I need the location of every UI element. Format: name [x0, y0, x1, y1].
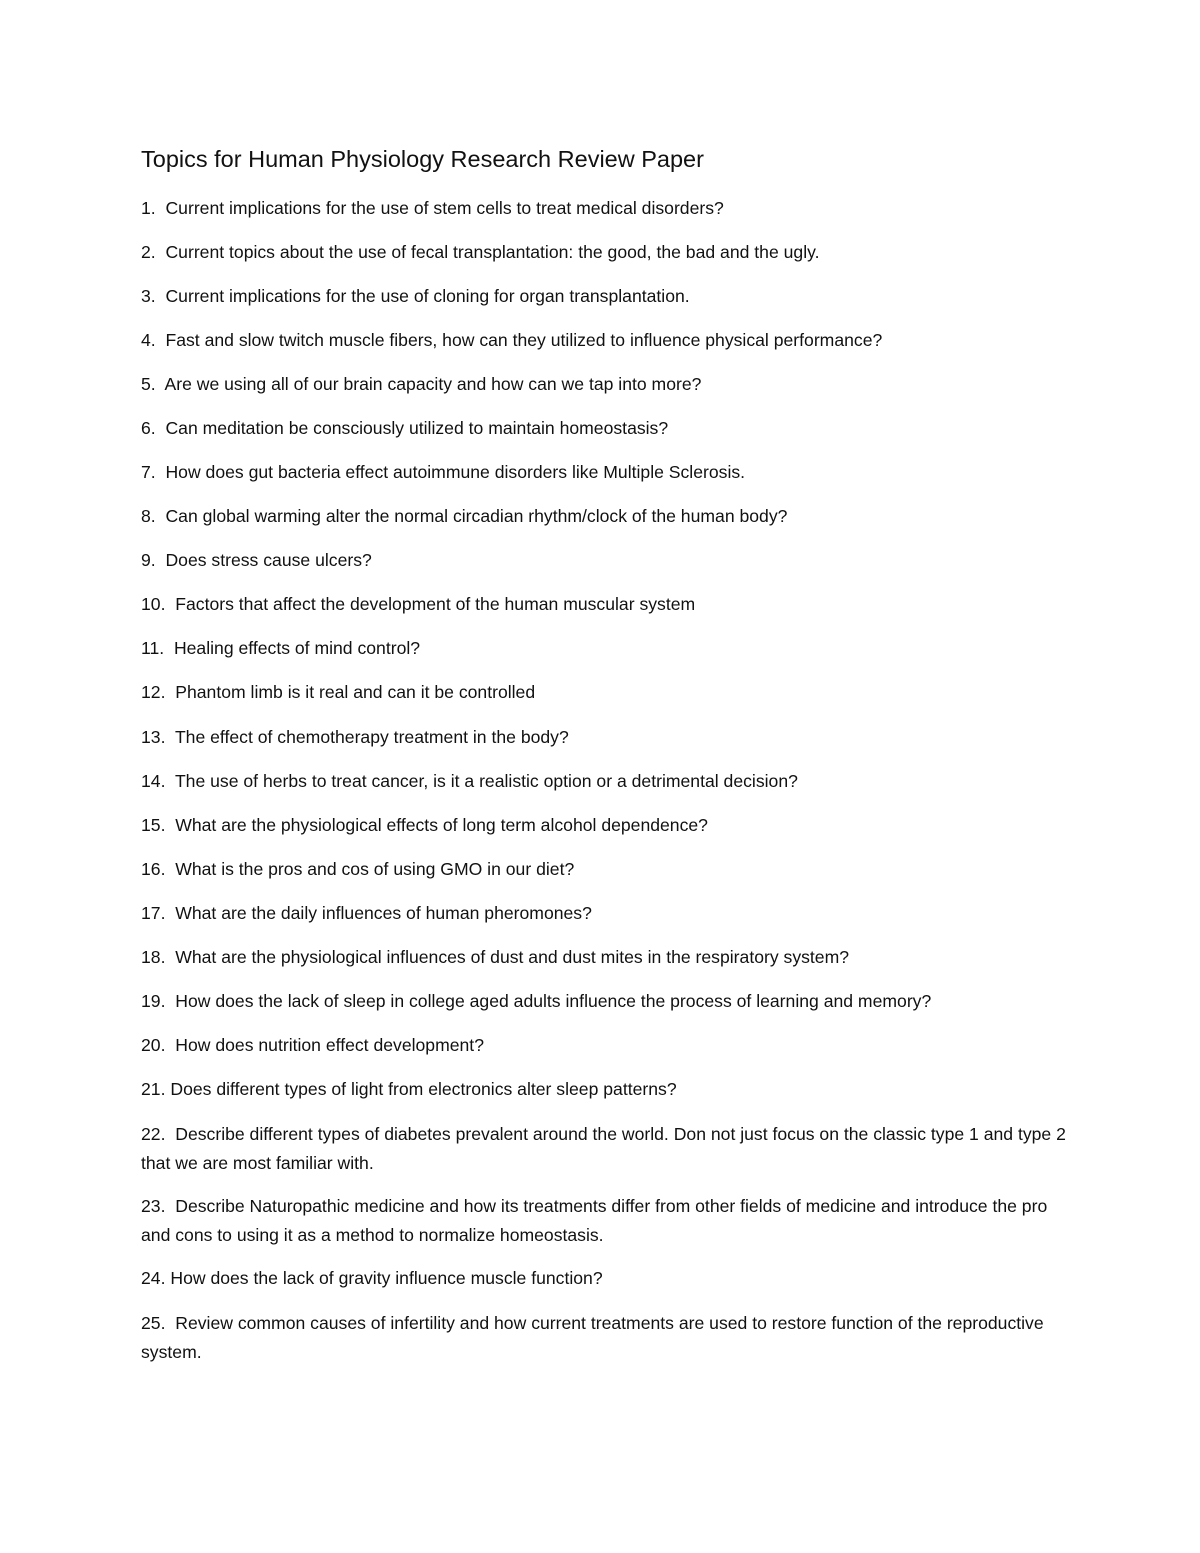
topic-number: 21. [141, 1079, 166, 1099]
topic-text: How does the lack of sleep in college aged adults influence the process of learning and memory? [175, 991, 932, 1011]
topic-text: What are the physiological effects of long term alcohol dependence? [175, 815, 708, 835]
topic-number: 3. [141, 286, 156, 306]
topic-number: 23. [141, 1196, 166, 1216]
topic-item [141, 943, 1076, 972]
topic-text: What are the physiological influences of dust and dust mites in the respiratory system? [175, 947, 850, 967]
topic-text: Review common causes of infertility and how current treatments are used to restore function of the reproductive system. [141, 1313, 1044, 1362]
topic-item [141, 723, 1076, 752]
topic-item [141, 1120, 1076, 1178]
topic-item [141, 811, 1076, 840]
topic-item [141, 282, 1076, 311]
topic-number: 19. [141, 991, 166, 1011]
topic-item [141, 194, 1076, 223]
topic-text: Describe different types of diabetes prevalent around the world. Don not just focus on the classic type 1 and type 2 that we are most familiar with. [141, 1124, 1066, 1173]
topic-item [141, 414, 1076, 443]
topic-text: How does the lack of gravity influence muscle function? [170, 1268, 603, 1288]
topic-text: The effect of chemotherapy treatment in the body? [174, 727, 569, 747]
topic-number: 17. [141, 903, 166, 923]
topic-item [141, 326, 1076, 355]
topic-number: 4. [141, 330, 156, 350]
topic-item [141, 1075, 1076, 1104]
topic-item [141, 1192, 1076, 1250]
topic-text: The use of herbs to treat cancer, is it a realistic option or a detrimental decision? [174, 771, 798, 791]
topic-number: 6. [141, 418, 156, 438]
topic-number: 7. [141, 462, 156, 482]
topic-number: 1. [141, 198, 156, 218]
topic-number: 15. [141, 815, 166, 835]
topic-number: 11. [141, 638, 165, 658]
topic-number: 20. [141, 1035, 166, 1055]
topic-text: Phantom limb is it real and can it be controlled [175, 682, 536, 702]
topic-number: 24. [141, 1268, 166, 1288]
topic-number: 5. [141, 374, 156, 394]
topic-number: 8. [141, 506, 156, 526]
topic-number: 14. [141, 771, 166, 791]
topic-number: 12. [141, 682, 166, 702]
topic-item [141, 987, 1076, 1016]
topic-item [141, 899, 1076, 928]
topic-text: Can global warming alter the normal circadian rhythm/clock of the human body? [165, 506, 788, 526]
topic-text: Current topics about the use of fecal transplantation: the good, the bad and the ugly. [165, 242, 820, 262]
topic-item [141, 634, 1076, 663]
topic-text: Does different types of light from electronics alter sleep patterns? [170, 1079, 677, 1099]
topic-item [141, 502, 1076, 531]
topic-text: What is the pros and cos of using GMO in our diet? [175, 859, 575, 879]
topic-number: 22. [141, 1124, 166, 1144]
topic-text: Healing effects of mind control? [173, 638, 421, 658]
topic-item [141, 590, 1076, 619]
topic-item [141, 546, 1076, 575]
topic-item [141, 370, 1076, 399]
topic-item [141, 1309, 1076, 1367]
topic-number: 16. [141, 859, 166, 879]
topic-text: Describe Naturopathic medicine and how its treatments differ from other fields of medicine and introduce the pro and cons to using it as a method to normalize homeostasis. [141, 1196, 1048, 1245]
topic-item [141, 678, 1076, 707]
topic-item [141, 1264, 1076, 1293]
page-title: Topics for Human Physiology Research Review Paper [141, 146, 704, 172]
topic-text: Can meditation be consciously utilized to maintain homeostasis? [165, 418, 669, 438]
topic-item [141, 855, 1076, 884]
topic-number: 2. [141, 242, 156, 262]
topic-text: What are the daily influences of human pheromones? [175, 903, 592, 923]
topic-item [141, 238, 1076, 267]
topic-item [141, 767, 1076, 796]
topic-number: 9. [141, 550, 156, 570]
topic-text: Are we using all of our brain capacity and how can we tap into more? [164, 374, 702, 394]
topic-text: Does stress cause ulcers? [165, 550, 372, 570]
topic-number: 10. [141, 594, 166, 614]
topic-item [141, 458, 1076, 487]
topic-text: How does nutrition effect development? [175, 1035, 484, 1055]
topic-text: Current implications for the use of cloning for organ transplantation. [165, 286, 690, 306]
topic-number: 18. [141, 947, 166, 967]
topic-text: Current implications for the use of stem cells to treat medical disorders? [165, 198, 724, 218]
topic-item [141, 1031, 1076, 1060]
topic-number: 25. [141, 1313, 166, 1333]
topic-number: 13. [141, 727, 166, 747]
topic-text: How does gut bacteria effect autoimmune disorders like Multiple Sclerosis. [165, 462, 746, 482]
topic-text: Fast and slow twitch muscle fibers, how can they utilized to influence physical performance? [165, 330, 883, 350]
topic-text: Factors that affect the development of the human muscular system [175, 594, 696, 614]
